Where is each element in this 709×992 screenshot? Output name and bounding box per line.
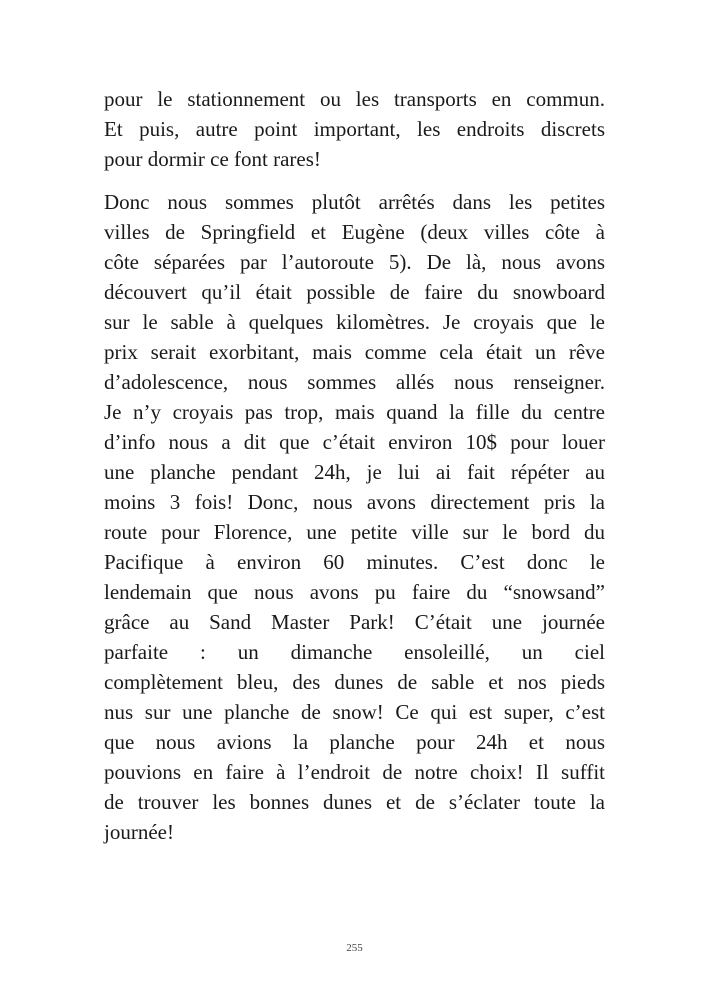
paragraph-1: [104, 84, 605, 174]
text-line: route pour Florence, une petite ville sur le bord du: [104, 520, 605, 544]
text-line: que nous avions la planche pour 24h et nous: [104, 730, 605, 754]
text-line: lendemain que nous avons pu faire du “snowsand”: [104, 580, 605, 604]
text-line: Et puis, autre point important, les endroits discrets: [104, 117, 605, 141]
text-line: découvert qu’il était possible de faire du snowboard: [104, 280, 605, 304]
text-line: pour le stationnement ou les transports en commun.: [104, 87, 605, 111]
text-line: d’info nous a dit que c’était environ 10$ pour louer: [104, 430, 605, 454]
text-line: complètement bleu, des dunes de sable et nos pieds: [104, 670, 605, 694]
text-line: pour dormir ce font rares!: [104, 147, 321, 171]
text-line: pouvions en faire à l’endroit de notre choix! Il suffit: [104, 760, 605, 784]
text-line: parfaite : un dimanche ensoleillé, un ciel: [104, 640, 605, 664]
text-line: journée!: [104, 820, 174, 844]
text-line: prix serait exorbitant, mais comme cela était un rêve: [104, 340, 605, 364]
text-line: villes de Springfield et Eugène (deux villes côte à: [104, 220, 605, 244]
text-line: d’adolescence, nous sommes allés nous renseigner.: [104, 370, 605, 394]
text-line: grâce au Sand Master Park! C’était une journée: [104, 610, 605, 634]
text-line: Pacifique à environ 60 minutes. C’est donc le: [104, 550, 605, 574]
page-number: 255: [346, 942, 363, 954]
text-line: moins 3 fois! Donc, nous avons directement pris la: [104, 490, 605, 514]
text-line: Donc nous sommes plutôt arrêtés dans les petites: [104, 190, 605, 214]
text-line: nus sur une planche de snow! Ce qui est super, c’est: [104, 700, 605, 724]
text-line: sur le sable à quelques kilomètres. Je croyais que le: [104, 310, 605, 334]
text-line: Je n’y croyais pas trop, mais quand la fille du centre: [104, 400, 605, 424]
text-line: côte séparées par l’autoroute 5). De là, nous avons: [104, 250, 605, 274]
paragraph-2: [104, 187, 605, 847]
text-line: une planche pendant 24h, je lui ai fait répéter au: [104, 460, 605, 484]
text-line: de trouver les bonnes dunes et de s’éclater toute la: [104, 790, 605, 814]
